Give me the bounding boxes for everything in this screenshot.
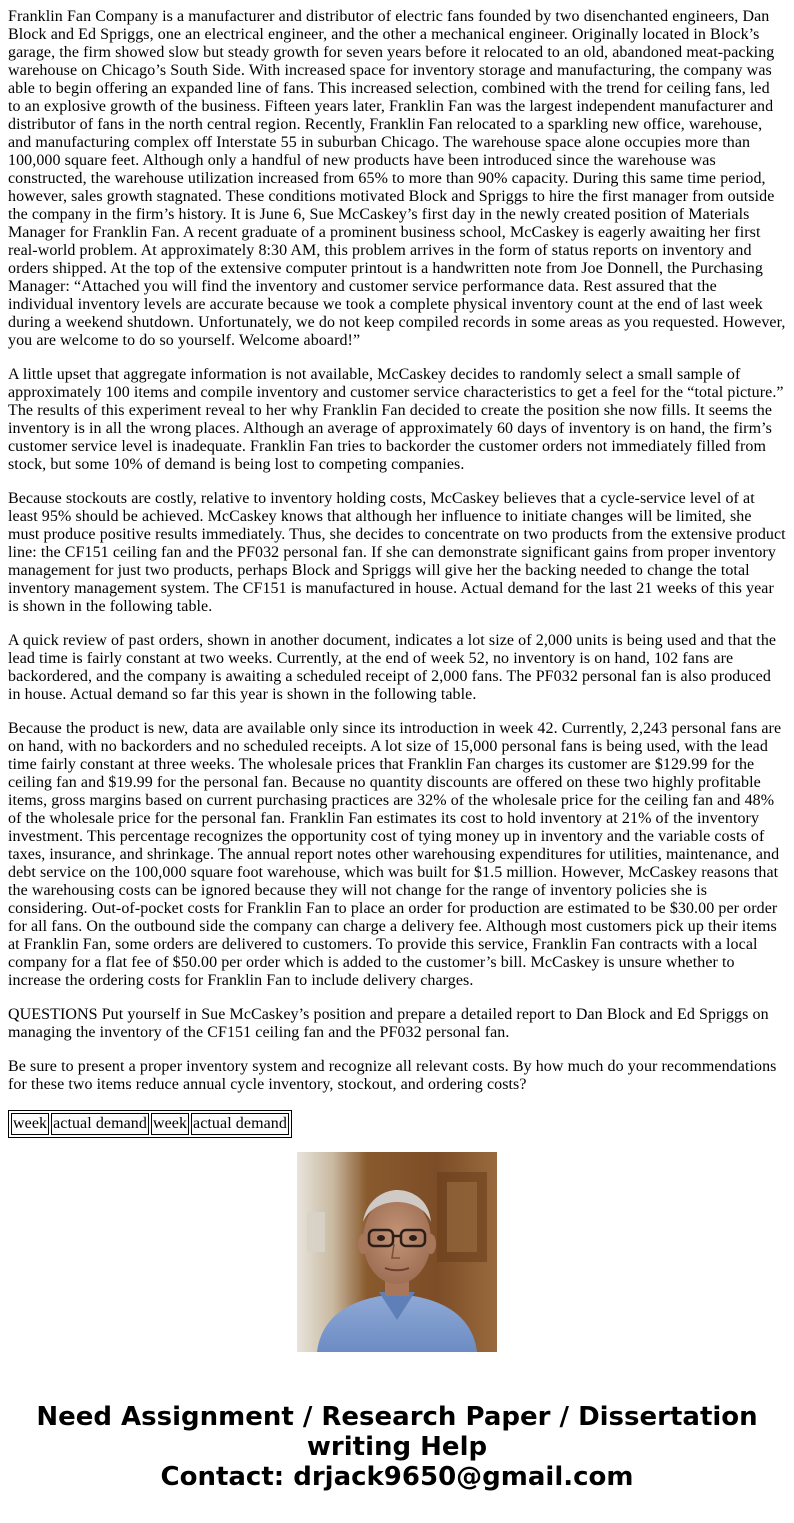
paragraph-questions: QUESTIONS Put yourself in Sue McCaskey’s position and prepare a detailed report to Dan Block and Ed Spriggs on managing the inventory of the CF151 ceiling fan and the PF032 personal fan. [8,1006,769,1041]
demand-table [8,1110,292,1138]
demand-table-container [8,1110,786,1132]
promo-banner [0,1152,794,1523]
promo-text [0,1402,794,1492]
article-body [8,8,786,1132]
table-header-row [11,1113,289,1135]
avatar [297,1152,497,1352]
header-actual-demand: actual demand [191,1113,289,1135]
paragraph-product-new: Because the product is new, data are available only since its introduction in week 42. Currently, 2,243 personal fans are on hand, with no backorders and no scheduled receipts. A lot size of 15,000 personal fans is being used, with the lead time fairly constant at three weeks. The wholesale prices that Franklin Fan charges its customer are $129.99 for the ceiling fan and $19.99 for the personal fan. Because no quantity discounts are offered on these two highly profitable items, gross margins based on current purchasing practices are 32% of the wholesale price for the ceiling fan and 48% of the wholesale price for the personal fan. Franklin Fan estimates its cost to hold inventory at 21% of the inventory investment. This percentage recognizes the opportunity cost of tying money up in inventory and the variable costs of taxes, insurance, and shrinkage. The annual report notes other warehousing expenditures for utilities, maintenance, and debt service on the 100,000 square foot warehouse, which was built for $1.5 million. However, McCaskey reasons that the warehousing costs can be ignored because they will not change for the range of inventory policies she is considering. Out-of-pocket costs for Franklin Fan to place an order for production are estimated to be $30.00 per order for all fans. On the outbound side the company can charge a delivery fee. Although most customers pick up their items at Franklin Fan, some orders are delivered to customers. To provide this service, Franklin Fan contracts with a local company for a flat fee of $50.00 per order which is added to the customer’s bill. McCaskey is unsure whether to increase the ordering costs for Franklin Fan to include delivery charges. [8,720,782,989]
paragraph-sample: A little upset that aggregate information is not available, McCaskey decides to randomly select a small sample of approximately 100 items and compile inventory and customer service characteristics to get a feel for the “total picture.” The results of this experiment reveal to her why Franklin Fan decided to create the position she now fills. It seems the inventory is in all the wrong places. Although an average of approximately 60 days of inventory is on hand, the firm’s customer service level is inadequate. Franklin Fan tries to backorder the customer orders not immediately filled from stock, but some 10% of demand is being lost to competing companies. [8,366,784,473]
header-week: week [151,1113,189,1135]
promo-line-1: Need Assignment / Research Paper / Dissertation [36,1402,758,1432]
avatar-photo [297,1152,497,1352]
paragraph-recommendations: Be sure to present a proper inventory system and recognize all relevant costs. By how much do your recommendations for these two items reduce annual cycle inventory, stockout, and ordering costs? [8,1058,777,1093]
paragraph-intro: Franklin Fan Company is a manufacturer and distributor of electric fans founded by two disenchanted engineers, Dan Block and Ed Spriggs, one an electrical engineer, and the other a mechanical engineer. Originally located in Block’s garage, the firm showed slow but steady growth for seven years before it relocated to an old, abandoned meat-packing warehouse on Chicago’s South Side. With increased space for inventory storage and manufacturing, the company was able to begin offering an expanded line of fans. This increased selection, combined with the trend for ceiling fans, led to an explosive growth of the business. Fifteen years later, Franklin Fan was the largest independent manufacturer and distributor of fans in the north central region. Recently, Franklin Fan relocated to a sparkling new office, warehouse, and manufacturing complex off Interstate 55 in suburban Chicago. The warehouse space alone occupies more than 100,000 square feet. Although only a handful of new products have been introduced since the warehouse was constructed, the warehouse utilization increased from 65% to more than 90% capacity. During this same time period, however, sales growth stagnated. These conditions motivated Block and Spriggs to hire the first manager from outside the company in the firm’s history. It is June 6, Sue McCaskey’s first day in the newly created position of Materials Manager for Franklin Fan. A recent graduate of a prominent business school, McCaskey is eagerly awaiting her first real-world problem. At approximately 8:30 AM, this problem arrives in the form of status reports on inventory and orders shipped. At the top of the extensive computer printout is a handwritten note from Joe Donnell, the Purchasing Manager: “Attached you will find the inventory and customer service performance data. Rest assured that the individual inventory levels are accurate because we took a complete physical inventory count at the end of last week during a weekend shutdown. Unfortunately, we do not keep compiled records in some areas as you requested. However, you are welcome to do so yourself. Welcome aboard!” [8,8,786,349]
promo-contact: Contact: drjack9650@gmail.com [160,1462,634,1492]
promo-line-2: writing Help [306,1432,488,1462]
header-week: week [11,1113,49,1135]
paragraph-stockouts: Because stockouts are costly, relative to inventory holding costs, McCaskey believes that a cycle-service level of at least 95% should be achieved. McCaskey knows that although her influence to initiate changes will be limited, she must produce positive results immediately. Thus, she decides to concentrate on two products from the extensive product line: the CF151 ceiling fan and the PF032 personal fan. If she can demonstrate significant gains from proper inventory management for just two products, perhaps Block and Spriggs will give her the backing needed to change the total inventory management system. The CF151 is manufactured in house. Actual demand for the last 21 weeks of this year is shown in the following table. [8,490,786,615]
header-actual-demand: actual demand [51,1113,149,1135]
paragraph-past-orders: A quick review of past orders, shown in another document, indicates a lot size of 2,000 units is being used and that the lead time is fairly constant at two weeks. Currently, at the end of week 52, no inventory is on hand, 102 fans are backordered, and the company is awaiting a scheduled receipt of 2,000 fans. The PF032 personal fan is also produced in house. Actual demand so far this year is shown in the following table. [8,632,777,703]
